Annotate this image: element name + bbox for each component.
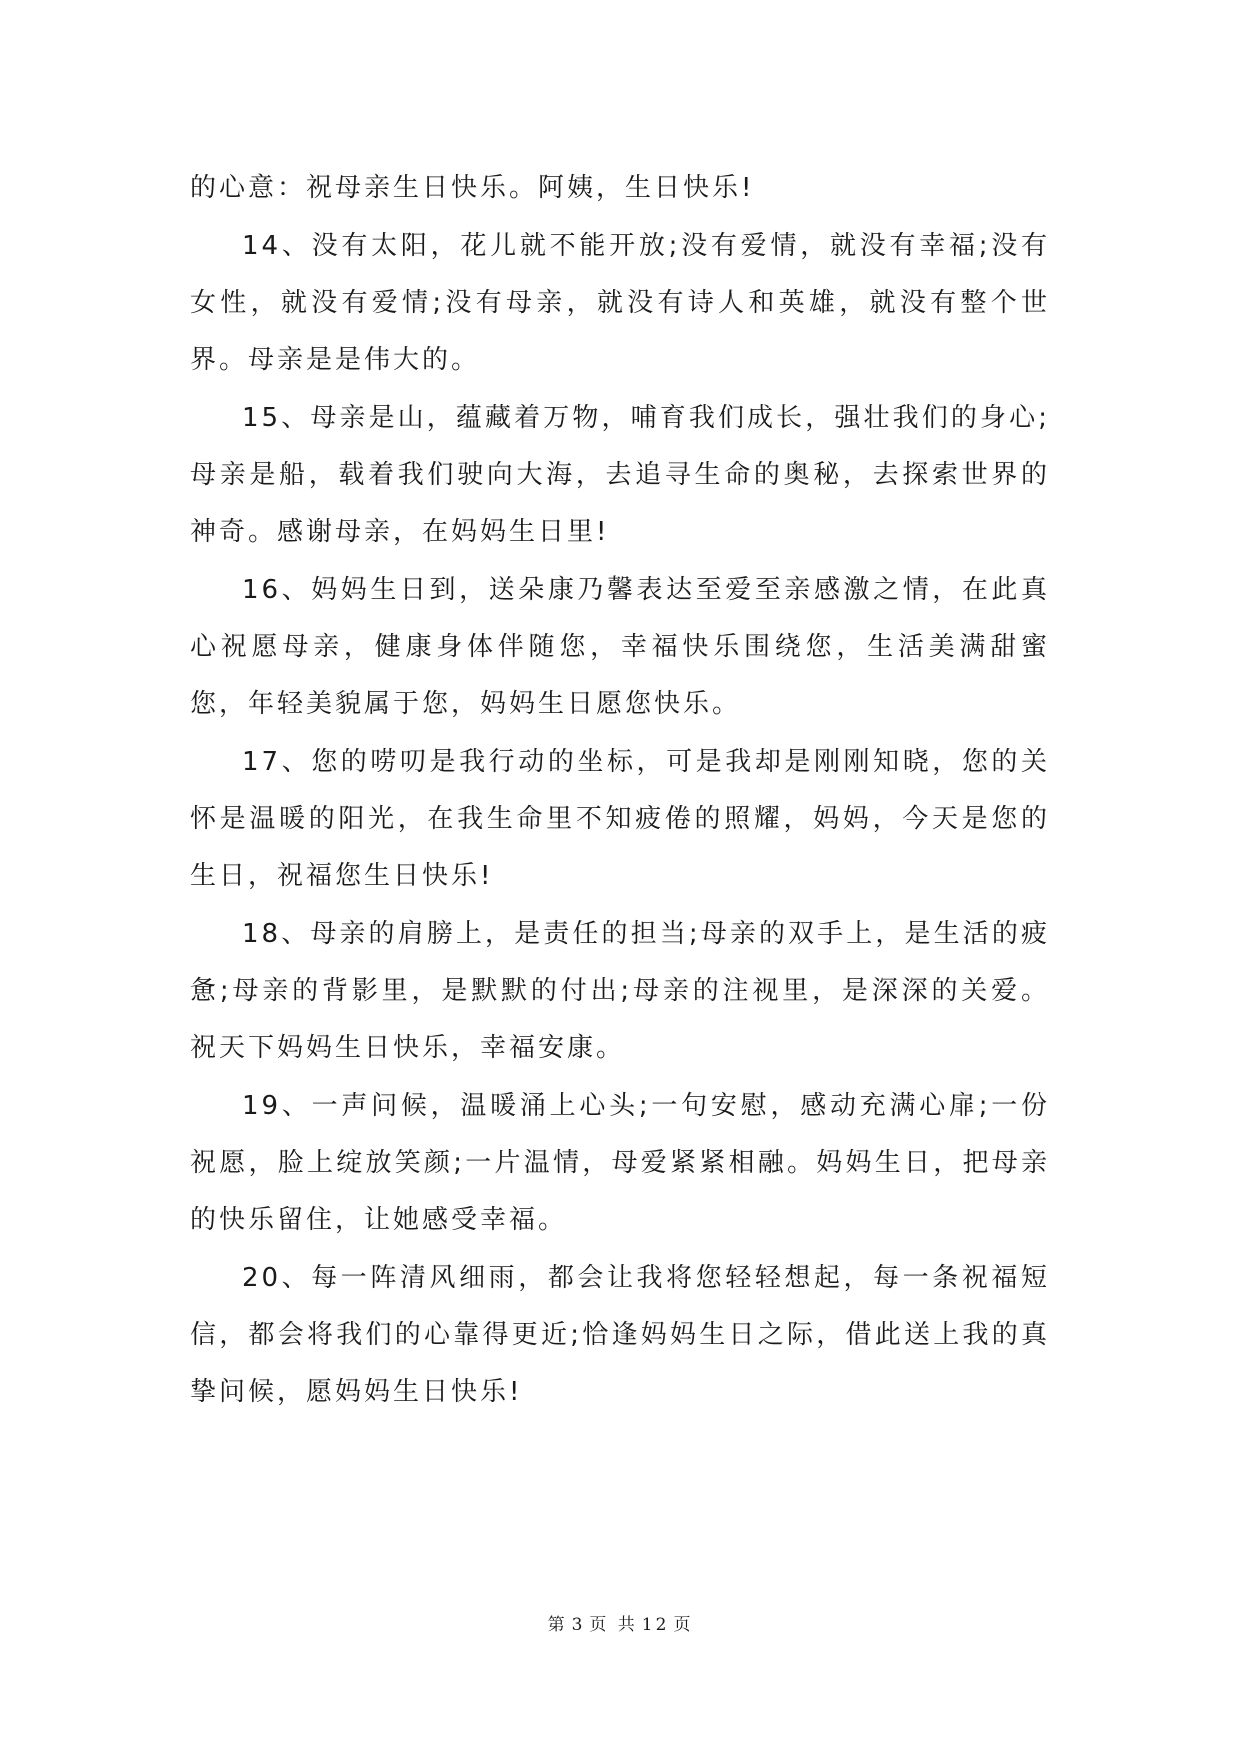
footer-suffix: 页: [673, 1615, 694, 1635]
document-body: [190, 160, 1050, 1422]
paragraph-17: 17、您的唠叨是我行动的坐标，可是我却是刚刚知晓，您的关怀是温暖的阳光，在我生命里不知疲倦的照耀，妈妈，今天是您的生日，祝福您生日快乐!: [190, 747, 1050, 891]
paragraph-continuation: 的心意：祝母亲生日快乐。阿姨，生日快乐!: [190, 173, 755, 203]
paragraph-20: 20、每一阵清风细雨，都会让我将您轻轻想起，每一条祝福短信，都会将我们的心靠得更近;恰逢妈妈生日之际，借此送上我的真挚问候，愿妈妈生日快乐!: [190, 1263, 1050, 1407]
footer-total-pages: 12: [641, 1615, 670, 1635]
paragraph-14: 14、没有太阳，花儿就不能开放;没有爱情，就没有幸福;没有女性，就没有爱情;没有母亲，就没有诗人和英雄，就没有整个世界。母亲是是伟大的。: [190, 231, 1050, 375]
paragraph-16: 16、妈妈生日到，送朵康乃馨表达至爱至亲感激之情，在此真心祝愿母亲，健康身体伴随您，幸福快乐围绕您，生活美满甜蜜您，年轻美貌属于您，妈妈生日愿您快乐。: [190, 575, 1050, 719]
footer-middle: 页 共: [589, 1615, 638, 1635]
page-footer: [0, 1610, 1241, 1635]
paragraph-18: 18、母亲的肩膀上，是责任的担当;母亲的双手上，是生活的疲惫;母亲的背影里，是默默的付出;母亲的注视里，是深深的关爱。祝天下妈妈生日快乐，幸福安康。: [190, 919, 1050, 1063]
footer-prefix: 第: [547, 1615, 568, 1635]
footer-current-page: 3: [571, 1615, 586, 1635]
paragraph-15: 15、母亲是山，蕴藏着万物，哺育我们成长，强壮我们的身心;母亲是船，载着我们驶向大海，去追寻生命的奥秘，去探索世界的神奇。感谢母亲，在妈妈生日里!: [190, 403, 1050, 547]
paragraph-19: 19、一声问候，温暖涌上心头;一句安慰，感动充满心扉;一份祝愿，脸上绽放笑颜;一片温情，母爱紧紧相融。妈妈生日，把母亲的快乐留住，让她感受幸福。: [190, 1091, 1050, 1235]
